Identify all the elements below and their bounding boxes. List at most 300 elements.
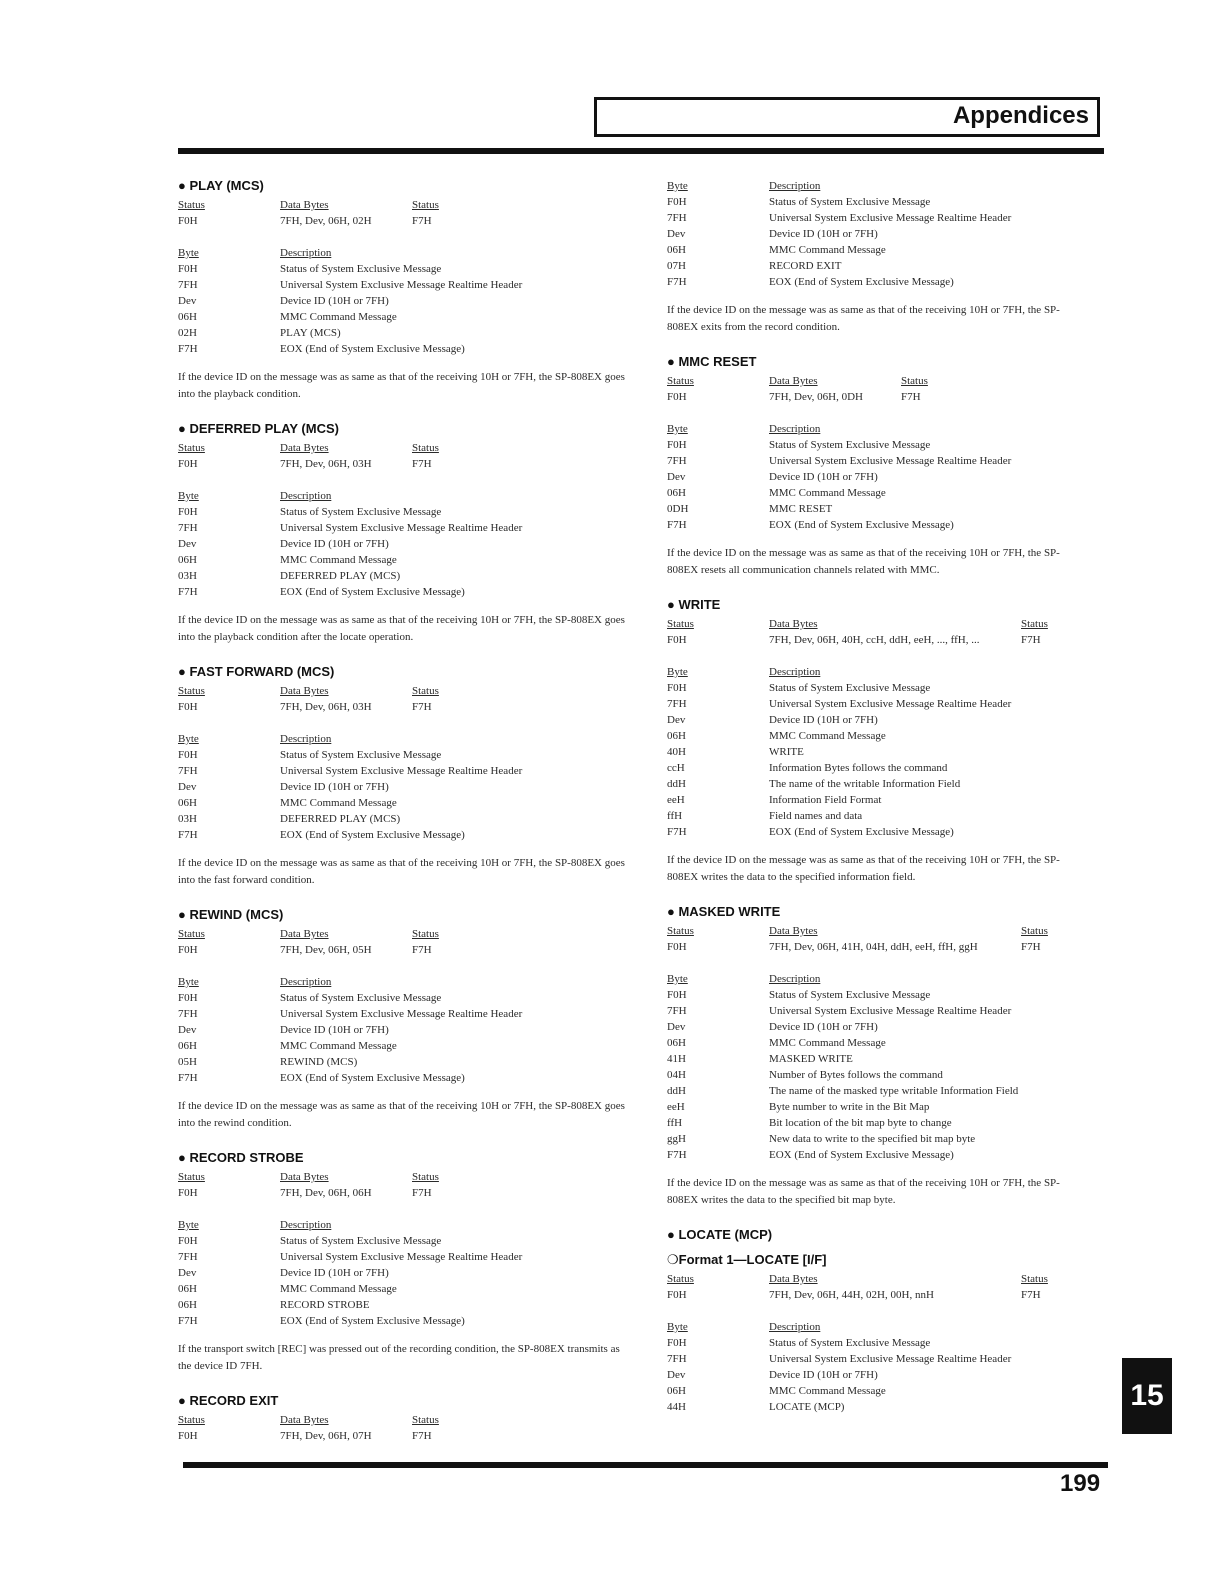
column-header: Description	[280, 490, 332, 502]
byte-cell: F7H	[667, 826, 687, 838]
column-header: Status	[667, 618, 694, 630]
byte-cell: F0H	[178, 992, 198, 1004]
status-header-row	[178, 440, 628, 456]
description-cell: Universal System Exclusive Message Realtime Header	[280, 279, 523, 291]
description-cell: EOX (End of System Exclusive Message)	[769, 519, 954, 531]
description-cell: Status of System Exclusive Message	[769, 1337, 931, 1349]
column-header: Description	[769, 423, 821, 435]
description-cell: EOX (End of System Exclusive Message)	[280, 1072, 465, 1084]
table-row	[667, 226, 1077, 242]
column-header: Status	[412, 1171, 439, 1183]
description-cell: DEFERRED PLAY (MCS)	[280, 813, 401, 825]
column-header: Status	[1021, 925, 1048, 937]
byte-cell: 06H	[667, 1385, 686, 1397]
table-row	[178, 1313, 628, 1329]
status-cell: F0H	[178, 701, 198, 713]
description-cell: Bit location of the bit map byte to change	[769, 1117, 952, 1129]
table-row	[178, 1022, 628, 1038]
section	[667, 354, 1077, 579]
byte-cell: F7H	[667, 519, 687, 531]
description-cell: Universal System Exclusive Message Realtime Header	[769, 455, 1012, 467]
table-row	[178, 536, 628, 552]
status-cell: F0H	[178, 944, 198, 956]
section-title: ● DEFERRED PLAY (MCS)	[178, 421, 339, 436]
table-row	[667, 1003, 1077, 1019]
table-row	[667, 776, 1077, 792]
status-cell: F0H	[178, 1430, 198, 1442]
status-cell: F7H	[901, 391, 921, 403]
description-cell: Universal System Exclusive Message Realtime Header	[769, 1005, 1012, 1017]
byte-cell: F7H	[178, 1072, 198, 1084]
byte-cell: Dev	[667, 1369, 686, 1381]
column-header: Byte	[667, 973, 688, 985]
status-header-row	[178, 926, 628, 942]
table-row	[667, 1351, 1077, 1367]
byte-cell: 7FH	[178, 279, 198, 291]
byte-cell: F7H	[667, 276, 687, 288]
status-row	[178, 942, 628, 958]
table-row	[178, 520, 628, 536]
byte-cell: 41H	[667, 1053, 686, 1065]
byte-cell: 06H	[667, 487, 686, 499]
column-header: Description	[769, 666, 821, 678]
byte-cell: F0H	[178, 263, 198, 275]
byte-cell: eeH	[667, 794, 685, 806]
table-row	[178, 990, 628, 1006]
section-title: ● FAST FORWARD (MCS)	[178, 664, 335, 679]
description-cell: Universal System Exclusive Message Realtime Header	[280, 1008, 523, 1020]
byte-cell: 7FH	[667, 212, 687, 224]
description-cell: EOX (End of System Exclusive Message)	[769, 276, 954, 288]
table-row	[667, 453, 1077, 469]
description-cell: Status of System Exclusive Message	[769, 682, 931, 694]
table-row	[667, 194, 1077, 210]
spacer	[178, 472, 628, 488]
status-cell: F7H	[412, 458, 432, 470]
column-header: Status	[178, 1171, 205, 1183]
table-row	[667, 469, 1077, 485]
status-header-row	[178, 197, 628, 213]
description-cell: REWIND (MCS)	[280, 1056, 358, 1068]
description-cell: Status of System Exclusive Message	[280, 1235, 442, 1247]
table-row	[667, 1099, 1077, 1115]
column-header: Data Bytes	[769, 1273, 818, 1285]
column-header: Data Bytes	[280, 1414, 329, 1426]
status-cell: F0H	[667, 391, 687, 403]
section	[178, 421, 628, 646]
status-cell: 7FH, Dev, 06H, 06H	[280, 1187, 372, 1199]
description-cell: Device ID (10H or 7FH)	[769, 714, 878, 726]
column-header: Data Bytes	[280, 928, 329, 940]
section-note: If the device ID on the message was as same as that of the receiving 10H or 7FH, the SP-808EX goes into the fast forward condition.	[178, 857, 625, 886]
column-header: Description	[769, 180, 821, 192]
table-row	[667, 1067, 1077, 1083]
byte-cell: 7FH	[178, 1008, 198, 1020]
spacer	[178, 1201, 628, 1217]
column-header: Byte	[178, 247, 199, 259]
section-title: ● REWIND (MCS)	[178, 907, 284, 922]
description-cell: EOX (End of System Exclusive Message)	[280, 829, 465, 841]
byte-header-row	[667, 971, 1077, 987]
table-row	[178, 568, 628, 584]
status-cell: F7H	[412, 215, 432, 227]
status-cell: F0H	[667, 1289, 687, 1301]
description-cell: Status of System Exclusive Message	[280, 749, 442, 761]
description-cell: MMC Command Message	[769, 730, 886, 742]
table-row	[667, 744, 1077, 760]
byte-cell: F0H	[178, 1235, 198, 1247]
description-cell: EOX (End of System Exclusive Message)	[769, 826, 954, 838]
status-cell: F7H	[1021, 1289, 1041, 1301]
column-header: Data Bytes	[769, 618, 818, 630]
table-row	[667, 760, 1077, 776]
description-cell: Status of System Exclusive Message	[769, 989, 931, 1001]
byte-cell: ffH	[667, 810, 683, 822]
status-cell: F0H	[667, 941, 687, 953]
description-cell: Device ID (10H or 7FH)	[769, 228, 878, 240]
section	[667, 178, 1077, 336]
status-header-row	[178, 1169, 628, 1185]
column-header: Description	[769, 973, 821, 985]
status-header-row	[667, 923, 1077, 939]
table-row	[667, 1051, 1077, 1067]
byte-cell: F0H	[667, 1337, 687, 1349]
table-row	[178, 763, 628, 779]
table-row	[667, 501, 1077, 517]
description-cell: Information Field Format	[769, 794, 882, 806]
byte-cell: 7FH	[178, 765, 198, 777]
table-row	[178, 827, 628, 843]
status-cell: 7FH, Dev, 06H, 05H	[280, 944, 372, 956]
status-header-row	[178, 1412, 628, 1428]
spacer	[178, 229, 628, 245]
status-cell: F0H	[178, 215, 198, 227]
section-note: If the device ID on the message was as same as that of the receiving 10H or 7FH, the SP-808EX writes the data to the specified information field.	[667, 854, 1060, 883]
section-title: ● MASKED WRITE	[667, 904, 781, 919]
section-note: If the device ID on the message was as same as that of the receiving 10H or 7FH, the SP-808EX goes into the rewind condition.	[178, 1100, 625, 1129]
byte-cell: 06H	[178, 1283, 197, 1295]
section	[667, 904, 1077, 1209]
status-row	[178, 1428, 628, 1444]
description-cell: Universal System Exclusive Message Realtime Header	[280, 1251, 523, 1263]
table-row	[178, 277, 628, 293]
table-row	[178, 795, 628, 811]
byte-cell: 7FH	[178, 522, 198, 534]
status-cell: F7H	[1021, 634, 1041, 646]
section-title: ● RECORD STROBE	[178, 1150, 304, 1165]
section-note: If the device ID on the message was as same as that of the receiving 10H or 7FH, the SP-808EX resets all communication channels related with MMC.	[667, 547, 1060, 576]
byte-cell: 02H	[178, 327, 197, 339]
table-row	[667, 1131, 1077, 1147]
description-cell: Field names and data	[769, 810, 863, 822]
status-cell: F0H	[178, 458, 198, 470]
header-box	[594, 97, 1100, 137]
column-header: Description	[280, 1219, 332, 1231]
status-cell: 7FH, Dev, 06H, 44H, 02H, 00H, nnH	[769, 1289, 934, 1301]
description-cell: EOX (End of System Exclusive Message)	[280, 1315, 465, 1327]
section-title: ● WRITE	[667, 597, 721, 612]
column-header: Data Bytes	[280, 685, 329, 697]
description-cell: Universal System Exclusive Message Realtime Header	[280, 522, 523, 534]
section	[667, 1227, 1077, 1415]
section-title: ● PLAY (MCS)	[178, 178, 264, 193]
column-header: Status	[178, 199, 205, 211]
status-row	[178, 213, 628, 229]
status-cell: 7FH, Dev, 06H, 03H	[280, 458, 372, 470]
column-header: Status	[178, 442, 205, 454]
column-header: Status	[412, 685, 439, 697]
byte-cell: 44H	[667, 1401, 686, 1413]
description-cell: Universal System Exclusive Message Realtime Header	[280, 765, 523, 777]
byte-cell: 06H	[667, 730, 686, 742]
byte-cell: 04H	[667, 1069, 686, 1081]
byte-cell: 7FH	[178, 1251, 198, 1263]
table-row	[667, 1383, 1077, 1399]
table-row	[178, 325, 628, 341]
left-column	[178, 178, 628, 1462]
column-header: Data Bytes	[769, 375, 818, 387]
section	[667, 597, 1077, 886]
column-header: Status	[901, 375, 928, 387]
table-row	[178, 1070, 628, 1086]
byte-cell: ggH	[667, 1133, 686, 1145]
byte-cell: 03H	[178, 813, 197, 825]
table-row	[178, 1265, 628, 1281]
table-row	[178, 1006, 628, 1022]
description-cell: LOCATE (MCP)	[769, 1401, 845, 1413]
byte-cell: Dev	[178, 538, 197, 550]
byte-cell: F0H	[178, 506, 198, 518]
description-cell: RECORD EXIT	[769, 260, 842, 272]
status-cell: 7FH, Dev, 06H, 40H, ccH, ddH, eeH, ..., ffH, ...	[769, 634, 980, 646]
table-row	[178, 584, 628, 600]
description-cell: EOX (End of System Exclusive Message)	[280, 586, 465, 598]
table-row	[178, 552, 628, 568]
description-cell: MMC Command Message	[280, 311, 397, 323]
section-note: If the device ID on the message was as same as that of the receiving 10H or 7FH, the SP-808EX exits from the record condition.	[667, 304, 1060, 333]
spacer	[667, 955, 1077, 971]
column-header: Description	[280, 247, 332, 259]
byte-cell: F7H	[667, 1149, 687, 1161]
byte-cell: 06H	[667, 244, 686, 256]
status-header-row	[667, 1271, 1077, 1287]
table-row	[667, 242, 1077, 258]
table-row	[667, 517, 1077, 533]
description-cell: Device ID (10H or 7FH)	[280, 538, 389, 550]
byte-cell: F7H	[178, 1315, 198, 1327]
description-cell: Status of System Exclusive Message	[280, 506, 442, 518]
description-cell: Device ID (10H or 7FH)	[769, 1369, 878, 1381]
byte-cell: 06H	[667, 1037, 686, 1049]
column-header: Status	[178, 928, 205, 940]
status-header-row	[178, 683, 628, 699]
spacer	[667, 405, 1077, 421]
section	[178, 178, 628, 403]
description-cell: The name of the masked type writable Information Field	[769, 1085, 1019, 1097]
section-note: If the device ID on the message was as same as that of the receiving 10H or 7FH, the SP-808EX writes the data to the specified bit map byte.	[667, 1177, 1060, 1206]
column-header: Status	[1021, 1273, 1048, 1285]
table-row	[178, 504, 628, 520]
description-cell: Device ID (10H or 7FH)	[280, 295, 389, 307]
table-row	[667, 987, 1077, 1003]
description-cell: DEFERRED PLAY (MCS)	[280, 570, 401, 582]
table-row	[667, 824, 1077, 840]
table-row	[178, 1054, 628, 1070]
table-row	[178, 293, 628, 309]
description-cell: MMC Command Message	[280, 554, 397, 566]
byte-cell: Dev	[178, 1267, 197, 1279]
description-cell: RECORD STROBE	[280, 1299, 370, 1311]
column-header: Status	[178, 1414, 205, 1426]
column-header: Status	[412, 199, 439, 211]
description-cell: PLAY (MCS)	[280, 327, 341, 339]
description-cell: New data to write to the specified bit map byte	[769, 1133, 976, 1145]
column-header: Status	[667, 925, 694, 937]
byte-cell: Dev	[178, 781, 197, 793]
description-cell: WRITE	[769, 746, 804, 758]
table-row	[178, 747, 628, 763]
section-title: ● LOCATE (MCP)	[667, 1227, 773, 1242]
spacer	[667, 648, 1077, 664]
column-header: Status	[1021, 618, 1048, 630]
column-header: Byte	[178, 1219, 199, 1231]
byte-cell: F0H	[667, 439, 687, 451]
status-cell: F0H	[178, 1187, 198, 1199]
byte-cell: Dev	[178, 295, 197, 307]
byte-cell: Dev	[667, 1021, 686, 1033]
byte-cell: F7H	[178, 343, 198, 355]
status-cell: F7H	[1021, 941, 1041, 953]
byte-header-row	[178, 245, 628, 261]
table-row	[667, 680, 1077, 696]
description-cell: MMC Command Message	[280, 1283, 397, 1295]
table-row	[667, 1115, 1077, 1131]
table-row	[667, 728, 1077, 744]
byte-header-row	[178, 1217, 628, 1233]
status-cell: F7H	[412, 1430, 432, 1442]
column-header: Status	[412, 1414, 439, 1426]
table-row	[667, 1399, 1077, 1415]
table-row	[178, 341, 628, 357]
byte-cell: 06H	[178, 1040, 197, 1052]
table-row	[178, 1233, 628, 1249]
status-cell: F7H	[412, 701, 432, 713]
byte-cell: Dev	[178, 1024, 197, 1036]
table-row	[667, 1019, 1077, 1035]
bottom-rule	[183, 1462, 1108, 1468]
column-header: Data Bytes	[280, 199, 329, 211]
description-cell: Status of System Exclusive Message	[769, 196, 931, 208]
table-row	[178, 811, 628, 827]
section-note: If the device ID on the message was as same as that of the receiving 10H or 7FH, the SP-808EX goes into the playback condition after the locate operation.	[178, 614, 625, 643]
description-cell: Device ID (10H or 7FH)	[280, 1267, 389, 1279]
column-header: Data Bytes	[769, 925, 818, 937]
byte-cell: Dev	[667, 714, 686, 726]
byte-header-row	[667, 421, 1077, 437]
table-row	[667, 1147, 1077, 1163]
column-header: Byte	[178, 490, 199, 502]
description-cell: EOX (End of System Exclusive Message)	[769, 1149, 954, 1161]
column-header: Byte	[667, 1321, 688, 1333]
table-row	[178, 779, 628, 795]
section	[178, 1150, 628, 1375]
byte-cell: 03H	[178, 570, 197, 582]
description-cell: Device ID (10H or 7FH)	[769, 1021, 878, 1033]
column-header: Status	[412, 442, 439, 454]
table-row	[667, 696, 1077, 712]
description-cell: Universal System Exclusive Message Realtime Header	[769, 212, 1012, 224]
byte-cell: 7FH	[667, 1005, 687, 1017]
description-cell: MMC Command Message	[769, 1037, 886, 1049]
section	[178, 1393, 628, 1444]
table-row	[178, 1281, 628, 1297]
description-cell: Universal System Exclusive Message Realtime Header	[769, 698, 1012, 710]
status-cell: 7FH, Dev, 06H, 41H, 04H, ddH, eeH, ffH, ggH	[769, 941, 978, 953]
description-cell: Status of System Exclusive Message	[280, 263, 442, 275]
status-cell: F0H	[667, 634, 687, 646]
status-row	[667, 389, 1077, 405]
column-header: Status	[178, 685, 205, 697]
table-row	[667, 792, 1077, 808]
section-subtitle: ❍Format 1—LOCATE [I/F]	[667, 1252, 827, 1267]
table-row	[667, 274, 1077, 290]
status-cell: 7FH, Dev, 06H, 03H	[280, 701, 372, 713]
byte-header-row	[667, 178, 1077, 194]
byte-cell: 06H	[178, 797, 197, 809]
byte-cell: 06H	[178, 554, 197, 566]
byte-header-row	[178, 488, 628, 504]
byte-cell: 07H	[667, 260, 686, 272]
chapter-tab: 15	[1122, 1358, 1172, 1434]
description-cell: MMC Command Message	[280, 1040, 397, 1052]
byte-header-row	[178, 731, 628, 747]
section-note: If the device ID on the message was as same as that of the receiving 10H or 7FH, the SP-808EX goes into the playback condition.	[178, 371, 625, 400]
column-header: Byte	[667, 423, 688, 435]
status-row	[667, 1287, 1077, 1303]
page-title: Appendices	[952, 102, 1089, 129]
byte-header-row	[667, 664, 1077, 680]
byte-cell: Dev	[667, 471, 686, 483]
byte-cell: F7H	[178, 829, 198, 841]
top-rule	[178, 148, 1104, 154]
status-row	[178, 456, 628, 472]
section-title: ● RECORD EXIT	[178, 1393, 279, 1408]
byte-cell: ddH	[667, 778, 686, 790]
byte-cell: 7FH	[667, 1353, 687, 1365]
section-note: If the transport switch [REC] was pressed out of the recording condition, the SP-808EX transmits as the device ID 7FH.	[178, 1343, 620, 1372]
status-row	[178, 699, 628, 715]
section-title: ● MMC RESET	[667, 354, 757, 369]
column-header: Byte	[667, 180, 688, 192]
column-header: Description	[769, 1321, 821, 1333]
column-header: Byte	[667, 666, 688, 678]
description-cell: Number of Bytes follows the command	[769, 1069, 943, 1081]
table-row	[667, 1367, 1077, 1383]
status-cell: F7H	[412, 1187, 432, 1199]
column-header: Data Bytes	[280, 1171, 329, 1183]
description-cell: MASKED WRITE	[769, 1053, 853, 1065]
byte-cell: F0H	[667, 989, 687, 1001]
table-row	[667, 1335, 1077, 1351]
table-row	[667, 1035, 1077, 1051]
column-header: Status	[667, 375, 694, 387]
status-cell: F7H	[412, 944, 432, 956]
table-row	[178, 309, 628, 325]
description-cell: Status of System Exclusive Message	[769, 439, 931, 451]
byte-cell: 7FH	[667, 698, 687, 710]
status-cell: 7FH, Dev, 06H, 02H	[280, 215, 372, 227]
description-cell: EOX (End of System Exclusive Message)	[280, 343, 465, 355]
